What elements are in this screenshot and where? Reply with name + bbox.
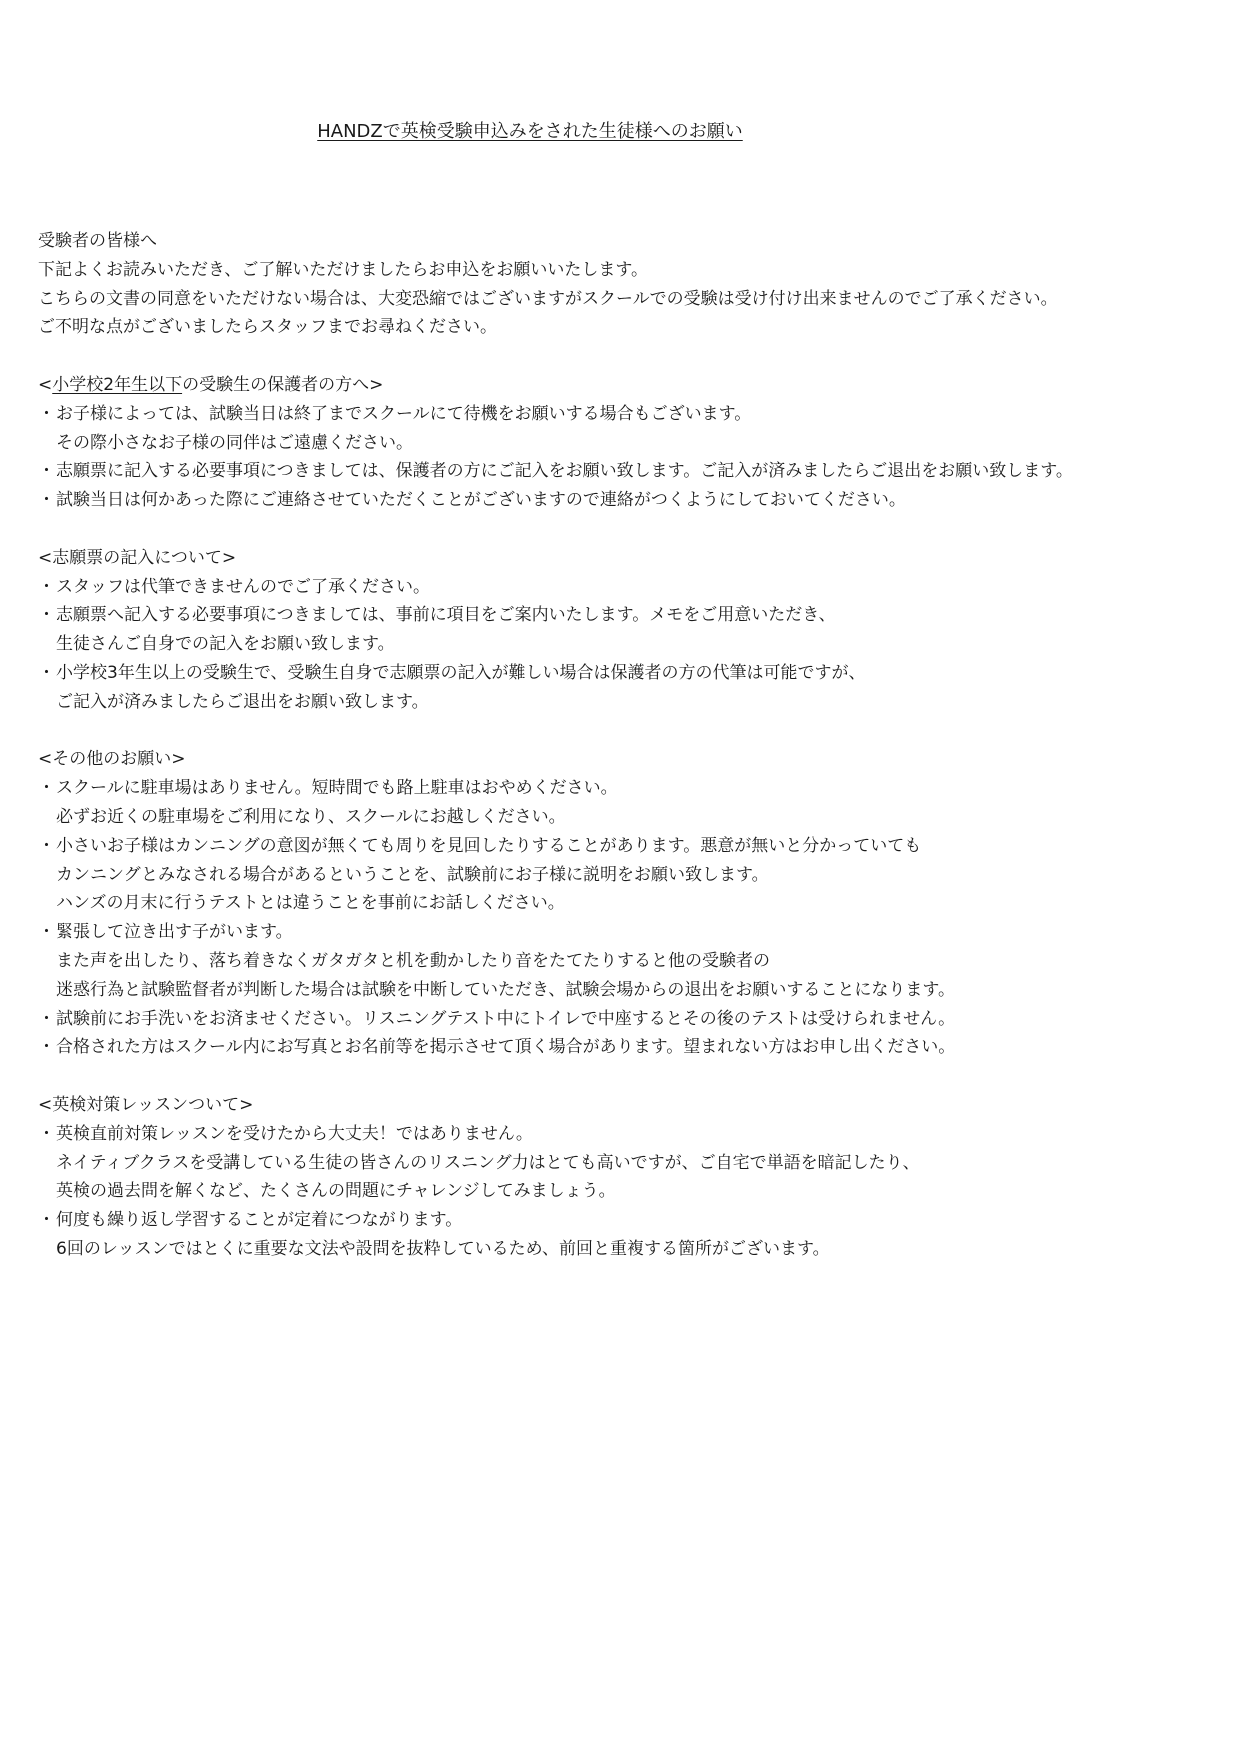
greeting: 受験者の皆様へ <box>38 231 157 251</box>
list-item-text: 志願票に記入する必要事項につきましては、保護者の方にご記入をお願い致します。ご記入が済みましたらご退出をお願い致します。 <box>56 461 1073 482</box>
list-item <box>38 457 1218 486</box>
list-item <box>38 601 1218 659</box>
list-item-text: お子様によっては、試験当日は終了までスクールにて待機をお願いする場合もございます。 <box>56 403 752 424</box>
heading-text: の受験生の保護者の方へ> <box>182 374 384 395</box>
bullet-mark: ・ <box>38 605 55 626</box>
bullet-mark: ・ <box>38 778 55 799</box>
list-item-text: 合格された方はスクール内にお写真とお名前等を掲示させて頂く場合があります。望まれない方はお申し出ください。 <box>56 1037 956 1058</box>
list-item-text: 必ずお近くの駐車場をご利用になり、スクールにお越しください。 <box>56 806 566 827</box>
list-item-text: 6回のレッスンではとくに重要な文法や設問を抜粋しているため、前回と重複する箇所がございます。 <box>56 1238 830 1259</box>
section-heading-lessons: <英検対策レッスンついて> <box>38 1094 254 1115</box>
section-heading-form: <志願票の記入について> <box>38 547 237 568</box>
list-item-text: 何度も繰り返し学習することが定着につながります。 <box>56 1210 463 1231</box>
list-item-text: 試験当日は何かあった際にご連絡させていただくことがございますので連絡がつくようにしておいてください。 <box>56 490 906 511</box>
bullet-mark: ・ <box>38 461 55 482</box>
intro-line: こちらの文書の同意をいただけない場合は、大変恐縮ではございますがスクールでの受験は受け付け出来ませんのでご了承ください。 <box>38 288 1058 309</box>
list-item-text: スタッフは代筆できませんのでご了承ください。 <box>56 576 430 597</box>
heading-underlined-text: 小学校2年生以下 <box>52 374 183 395</box>
bullet-mark: ・ <box>38 403 55 424</box>
heading-bracket: < <box>38 374 53 395</box>
list-item-text: 試験前にお手洗いをお済ませください。リスニングテスト中にトイレで中座するとその後のテストは受けられません。 <box>56 1008 956 1029</box>
list-item-text: 英検直前対策レッスンを受けたから大丈夫！ではありません。 <box>56 1123 533 1144</box>
list-item-text: 生徒さんご自身での記入をお願い致します。 <box>56 634 395 655</box>
list-item <box>38 573 1218 602</box>
bullet-mark: ・ <box>38 1008 55 1029</box>
list-item <box>38 1206 1218 1264</box>
list-item-text: 英検の過去問を解くなど、たくさんの問題にチャレンジしてみましょう。 <box>56 1181 616 1202</box>
list-item <box>38 400 1218 458</box>
bullet-mark: ・ <box>38 1123 55 1144</box>
bullet-mark: ・ <box>38 922 55 943</box>
bullet-mark: ・ <box>38 576 55 597</box>
list-item-text: 小さいお子様はカンニングの意図が無くても周りを見回したりすることがあります。悪意が無いと分かっていても <box>56 835 922 856</box>
list-item <box>38 1005 1218 1034</box>
bullet-mark: ・ <box>38 490 55 511</box>
document-body <box>38 227 1218 1264</box>
bullet-mark: ・ <box>38 662 55 683</box>
list-item <box>38 486 1218 515</box>
list-item-text: スクールに駐車場はありません。短時間でも路上駐車はおやめください。 <box>56 778 618 799</box>
list-item-text: 緊張して泣き出す子がいます。 <box>56 922 293 943</box>
list-item-text: ハンズの月末に行うテストとは違うことを事前にお話しください。 <box>56 893 565 914</box>
list-item-text: ネイティブクラスを受講している生徒の皆さんのリスニング力はとても高いですが、ご自宅で単語を暗記したり、 <box>56 1152 920 1173</box>
list-item <box>38 1120 1218 1206</box>
list-item-text: 迷惑行為と試験監督者が判断した場合は試験を中断していただき、試験会場からの退出をお願いすることになります。 <box>56 979 955 1000</box>
list-item-text: その際小さなお子様の同伴はご遠慮ください。 <box>56 432 413 453</box>
list-item-text: また声を出したり、落ち着きなくガタガタと机を動かしたり音をたてたりすると他の受験者の <box>56 950 770 971</box>
bullet-mark: ・ <box>38 1210 55 1231</box>
bullet-mark: ・ <box>38 835 55 856</box>
list-item <box>38 659 1218 717</box>
bullet-mark: ・ <box>38 1037 55 1058</box>
intro-line: 下記よくお読みいただき、ご了解いただけましたらお申込をお願いいたします。 <box>38 259 648 280</box>
section-heading-other: <その他のお願い> <box>38 749 186 770</box>
list-item-text: ご記入が済みましたらご退出をお願い致します。 <box>56 691 429 712</box>
list-item-text: 志願票へ記入する必要事項につきましては、事前に項目をご案内いたします。メモをご用意いただき、 <box>56 605 836 626</box>
list-item <box>38 1033 1218 1062</box>
section-heading-guardians <box>38 371 1218 400</box>
list-item <box>38 774 1218 832</box>
list-item-text: カンニングとみなされる場合があるということを、試験前にお子様に説明をお願い致します。 <box>56 864 769 885</box>
intro-line: ご不明な点がございましたらスタッフまでお尋ねください。 <box>38 317 497 338</box>
list-item-text: 小学校3年生以上の受験生で、受験生自身で志願票の記入が難しい場合は保護者の方の代筆は可能ですが、 <box>56 662 866 683</box>
list-item <box>38 918 1218 1004</box>
list-item <box>38 832 1218 918</box>
document-title: HANDZで英検受験申込みをされた生徒様へのお願い <box>317 121 743 142</box>
